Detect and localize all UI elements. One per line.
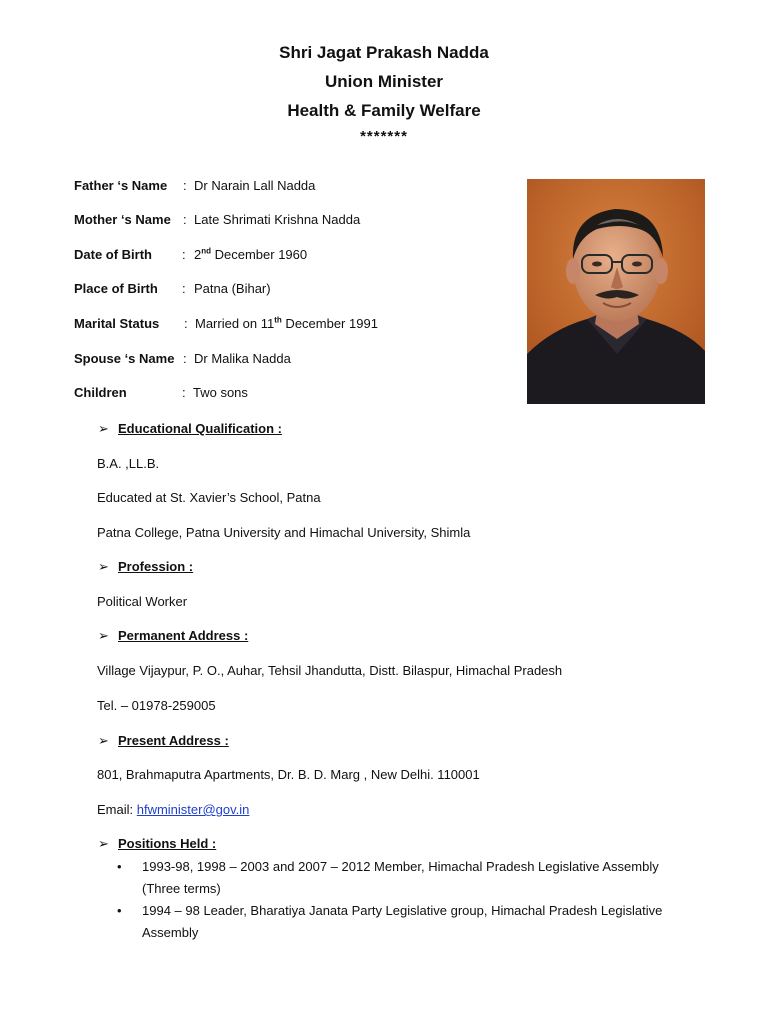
profession-title: Profession : — [118, 559, 194, 574]
father-name-sep: : — [183, 178, 187, 193]
bullet-icon: • — [117, 903, 122, 918]
date-of-birth-label: Date of Birth — [74, 247, 152, 262]
place-of-birth-label: Place of Birth — [74, 281, 158, 296]
arrow-bullet-icon: ➢ — [98, 733, 109, 748]
email-label: Email: — [97, 802, 137, 817]
arrow-bullet-icon: ➢ — [98, 559, 109, 574]
marital-status-label: Marital Status — [74, 316, 160, 331]
date-of-birth-value: 2nd December 1960 — [194, 246, 308, 262]
mother-name-sep: : — [183, 212, 187, 227]
children-value: Two sons — [193, 385, 248, 400]
spouse-name-value: Dr Malika Nadda — [194, 351, 291, 366]
children-sep: : — [182, 385, 186, 400]
position-line: 1993-98, 1998 – 2003 and 2007 – 2012 Member, Himachal Pradesh Legislative Assembly — [142, 859, 659, 874]
positions-title: Positions Held : — [118, 836, 217, 851]
date-of-birth-sep: : — [182, 247, 186, 262]
children-label: Children — [74, 385, 127, 400]
profession-heading — [98, 559, 193, 575]
education-title: Educational Qualification : — [118, 421, 282, 436]
place-of-birth-value: Patna (Bihar) — [194, 281, 271, 296]
arrow-bullet-icon: ➢ — [98, 836, 109, 851]
education-line: Patna College, Patna University and Himachal University, Shimla — [97, 525, 471, 540]
place-of-birth-sep: : — [182, 281, 186, 296]
position-line: (Three terms) — [142, 881, 221, 896]
arrow-bullet-icon: ➢ — [98, 421, 109, 436]
mother-name-label: Mother ‘s Name — [74, 212, 171, 227]
permanent-address-line: Village Vijaypur, P. O., Auhar, Tehsil Jhandutta, Distt. Bilaspur, Himachal Pradesh — [97, 663, 563, 678]
positions-heading — [98, 836, 216, 852]
email-link[interactable]: hfwminister@gov.in — [136, 802, 250, 817]
marital-status-value: Married on 11th December 1991 — [195, 315, 378, 331]
spouse-name-sep: : — [183, 351, 187, 366]
education-line: Educated at St. Xavier’s School, Patna — [97, 490, 321, 505]
father-name-value: Dr Narain Lall Nadda — [194, 178, 316, 193]
present-address-title: Present Address : — [118, 733, 229, 748]
marital-status-sep: : — [184, 316, 188, 331]
education-heading — [98, 421, 282, 437]
education-line: B.A. ,LL.B. — [97, 456, 160, 471]
position-line: Assembly — [142, 925, 199, 940]
position-line: 1994 – 98 Leader, Bharatiya Janata Party Legislative group, Himachal Pradesh Legislative — [142, 903, 663, 918]
permanent-address-title: Permanent Address : — [118, 628, 249, 643]
bullet-icon: • — [117, 859, 122, 874]
permanent-address-phone: Tel. – 01978-259005 — [97, 698, 216, 713]
permanent-address-heading — [98, 628, 248, 644]
arrow-bullet-icon: ➢ — [98, 628, 109, 643]
father-name-label: Father ‘s Name — [74, 178, 168, 193]
person-title: Union Minister — [324, 72, 444, 91]
profession-line: Political Worker — [97, 594, 188, 609]
portrait-photo — [527, 179, 705, 404]
ministry-name: Health & Family Welfare — [287, 101, 481, 120]
present-address-line: 801, Brahmaputra Apartments, Dr. B. D. Marg , New Delhi. 110001 — [97, 767, 480, 782]
email-row — [97, 802, 249, 817]
spouse-name-label: Spouse ‘s Name — [74, 351, 175, 366]
present-address-heading — [98, 733, 229, 749]
portrait-drawing — [527, 179, 705, 404]
header-separator-stars: ******* — [360, 128, 408, 145]
mother-name-value: Late Shrimati Krishna Nadda — [194, 212, 361, 227]
person-name: Shri Jagat Prakash Nadda — [279, 43, 489, 62]
